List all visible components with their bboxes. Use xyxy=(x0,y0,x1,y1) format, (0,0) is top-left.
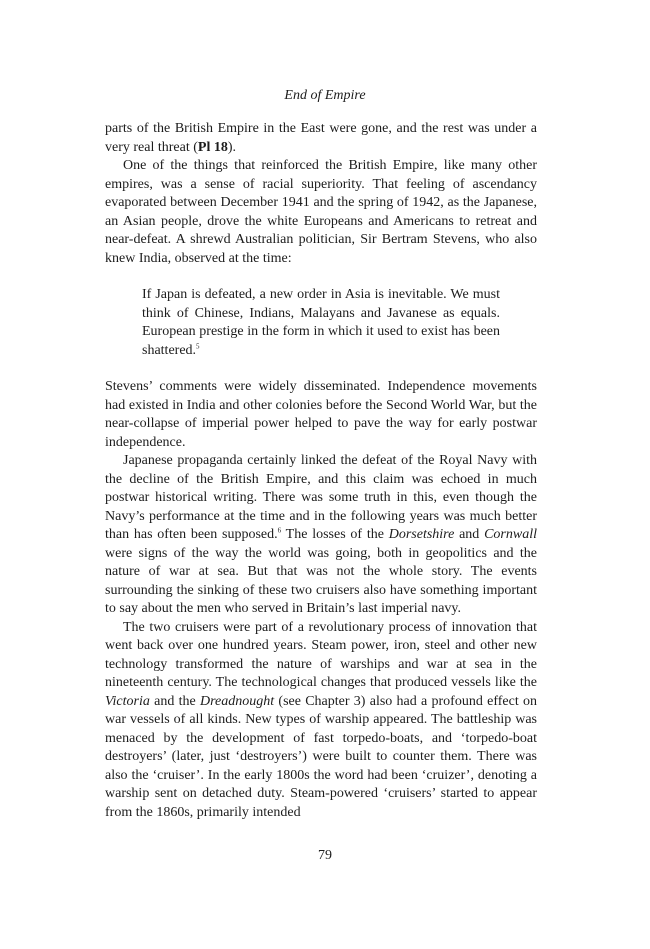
footnote-ref-5: 5 xyxy=(196,341,200,350)
paragraph-1 xyxy=(105,120,537,157)
paragraph-5-text-a: The two cruisers were part of a revolutionary process of innovation that went back over one hundred years. Steam power, iron, steel and other new technology transformed the nature of warships and war at sea in the nineteenth century. The technological changes that produced vessels like the xyxy=(105,619,537,690)
paragraph-4-text-c: and xyxy=(454,527,485,542)
plate-reference: Pl 18 xyxy=(197,139,228,155)
paragraph-3: Stevens’ comments were widely disseminated. Independence movements had existed in India and other colonies before the Second World War, but the near-collapse of imperial power helped to pave the way for early postwar independence. xyxy=(105,379,537,450)
paragraph-4 xyxy=(105,452,537,619)
paragraph-5-text-b: and the xyxy=(149,693,200,709)
paragraph-2: One of the things that reinforced the British Empire, like many other empires, was a sense of racial superiority. That feeling of ascendancy evaporated between December 1941 and the spring of 1942, as the Japanese, an Asian people, drove the white Europeans and Americans to retreat and near-defeat. A shrewd Australian politician, Sir Bertram Stevens, who also knew India, observed at the time: xyxy=(105,158,537,266)
body-text xyxy=(105,120,537,822)
paragraph-4-text-d: were signs of the way the world was going, both in geopolitics and the nature of war at sea. But that was not the whole story. The events surrounding the sinking of these two cruisers also have something important to say about the men who served in Britain’s last imperial navy. xyxy=(105,545,537,616)
footnote-ref-6: 6 xyxy=(277,526,282,535)
block-quote xyxy=(142,286,500,360)
paragraph-4-text-a: Japanese propaganda certainly linked the defeat of the Royal Navy with the decline of the British Empire, and this claim was echoed in much postwar historical writing. There was some truth in this, even though the Navy’s performance at the time and in the following years was much better than has often been supposed. xyxy=(105,453,537,542)
paragraph-1-end: ). xyxy=(227,139,237,155)
paragraph-5 xyxy=(105,619,537,823)
paragraph-5-text-c: (see Chapter 3) also had a profound effect on war vessels of all kinds. New types of warship appeared. The battleship was menaced by the development of fast torpedo-boats, and ‘torpedo-boat destroyers’ (later, just ‘destroyers’) were built to counter them. There was also the ‘cruiser’. In the early 1800s the word had been ‘cruizer’, denoting a warship sent on detached duty. Steam-powered ‘cruisers’ started to appear from the 1860s, primarily intended xyxy=(105,693,537,820)
paragraph-1-text: parts of the British Empire in the East were gone, and the rest was under a very real threat ( xyxy=(105,121,537,155)
quote-text: If Japan is defeated, a new order in Asia is inevitable. We must think of Chinese, Indians, Malayans and Javanese as equals. European prestige in the form in which it used to exist has been shattered. xyxy=(142,287,500,358)
ship-name-victoria: Victoria xyxy=(105,693,150,709)
ship-name-dreadnought: Dreadnought xyxy=(199,693,275,709)
running-head: End of Empire xyxy=(284,88,366,103)
ship-name-cornwall: Cornwall xyxy=(484,527,537,542)
page-number: 79 xyxy=(318,848,332,863)
ship-name-dorsetshire: Dorsetshire xyxy=(388,527,455,542)
paragraph-4-text-b: The losses of the xyxy=(281,527,389,542)
